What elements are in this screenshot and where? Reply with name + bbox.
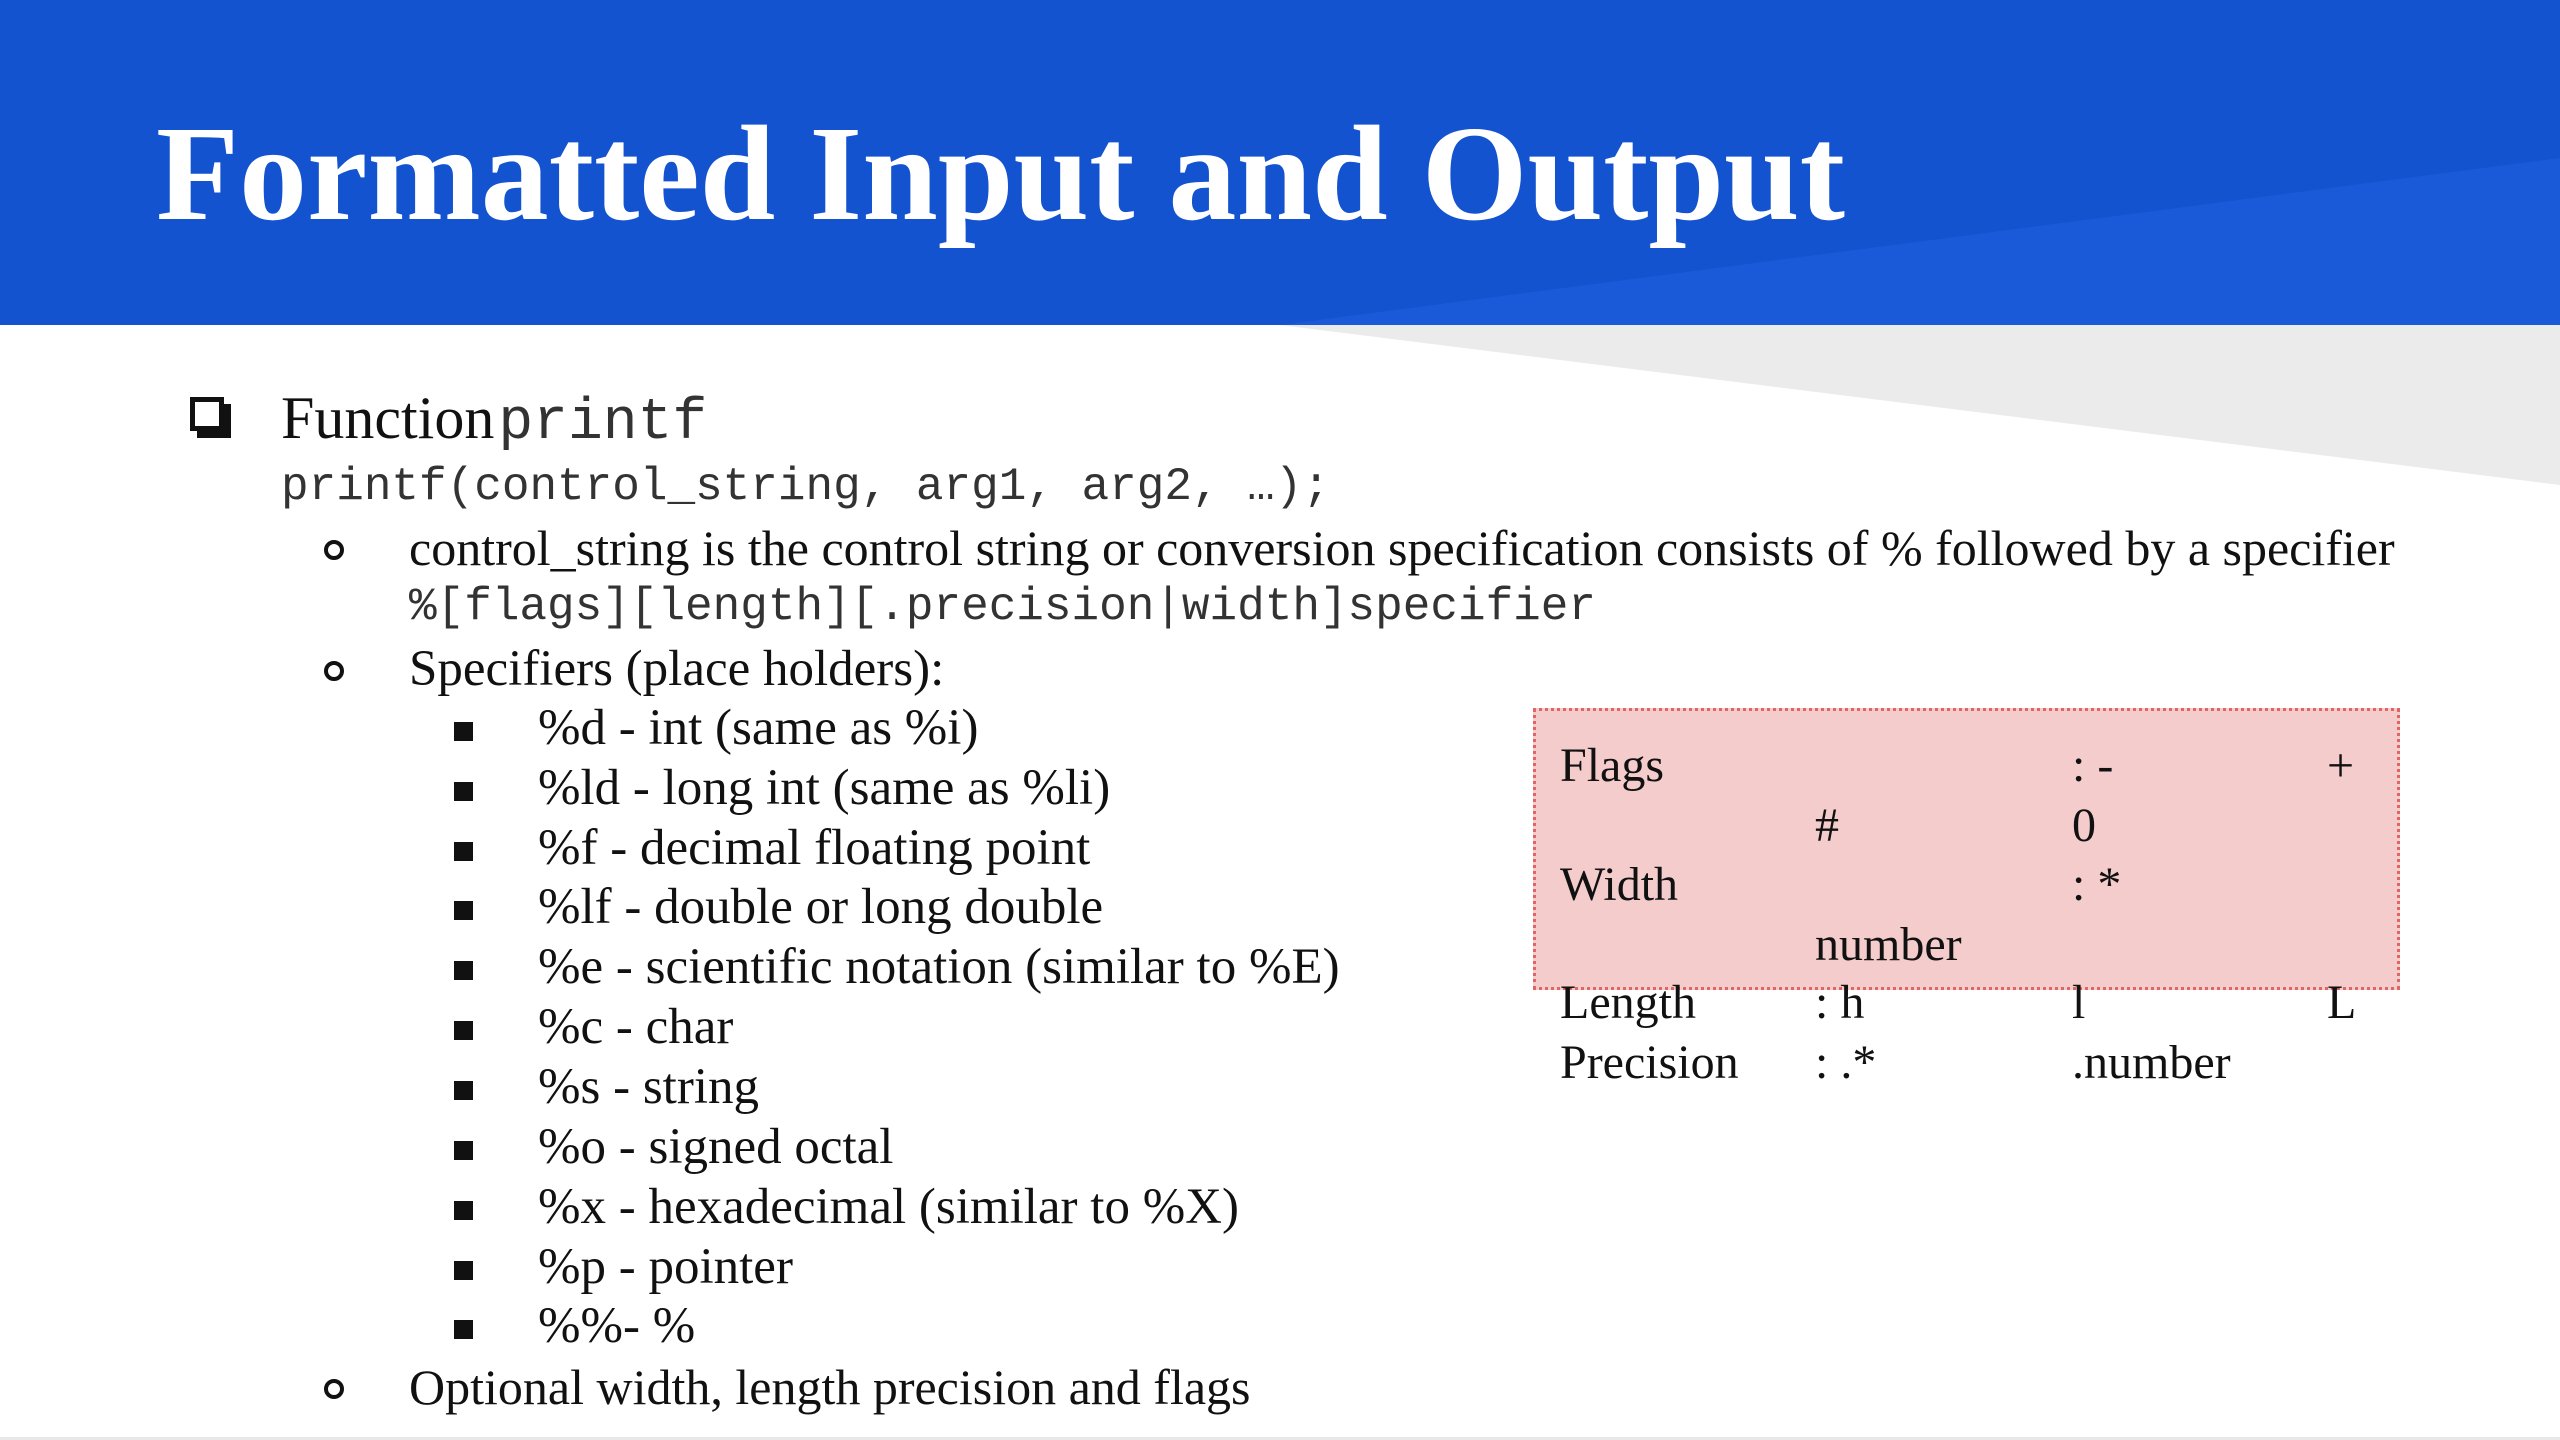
length-label: Length [1560,976,1696,1029]
width-label: Width [1560,858,1679,911]
format-syntax: %[flags][length][.precision|width]specifier [409,581,1596,633]
square-bullet-icon [454,782,473,801]
bullet-optional: Optional width, length precision and flags [409,1359,1251,1415]
precision-value: : .* [1815,1036,1877,1089]
square-bullet-icon [454,901,473,920]
specifier-item: %%- % [538,1298,696,1354]
length-value: : h [1815,976,1865,1029]
section-heading [281,382,707,456]
flags-value: + [2327,739,2355,792]
precision-label: Precision [1560,1036,1739,1089]
syntax-line: printf(control_string, arg1, arg2, …); [281,461,1330,513]
bullet-specifiers: Specifiers (place holders): [409,641,945,697]
specifier-item: %d - int (same as %i) [538,700,979,756]
specifier-item: %lf - double or long double [538,879,1104,935]
flags-value: : - [2072,739,2114,792]
square-bullet-icon [454,722,473,741]
width-value: : * [2072,858,2122,911]
specifier-item: %o - signed octal [538,1119,894,1175]
heading-text: Function [281,385,495,451]
precision-value: .number [2072,1036,2231,1089]
square-bullet-icon [454,1261,473,1280]
specifier-item: %x - hexadecimal (similar to %X) [538,1179,1240,1235]
specifier-item: %p - pointer [538,1239,793,1295]
width-value: number [1815,918,1962,971]
circle-bullet-icon [324,1379,344,1399]
checkbox-bullet-icon [190,397,224,431]
specifier-item: %s - string [538,1059,759,1115]
square-bullet-icon [454,1201,473,1220]
flags-value: 0 [2072,799,2096,852]
circle-bullet-icon [324,661,344,681]
bullet-control-string: control_string is the control string or conversion specification consists of % followed by a specifier [409,520,2395,576]
specifier-item: %c - char [538,999,734,1055]
square-bullet-icon [454,1021,473,1040]
square-bullet-icon [454,961,473,980]
specifier-item: %f - decimal floating point [538,820,1091,876]
heading-code: printf [498,391,708,456]
specifier-item: %ld - long int (same as %li) [538,760,1111,816]
specifier-item: %e - scientific notation (similar to %E) [538,939,1340,995]
slide-title: Formatted Input and Output [156,99,1845,249]
square-bullet-icon [454,842,473,861]
length-value: L [2327,976,2357,1029]
square-bullet-icon [454,1320,473,1339]
flags-value: # [1815,799,1839,852]
flags-label: Flags [1560,739,1665,792]
square-bullet-icon [454,1081,473,1100]
length-value: l [2072,976,2086,1029]
square-bullet-icon [454,1141,473,1160]
circle-bullet-icon [324,540,344,560]
